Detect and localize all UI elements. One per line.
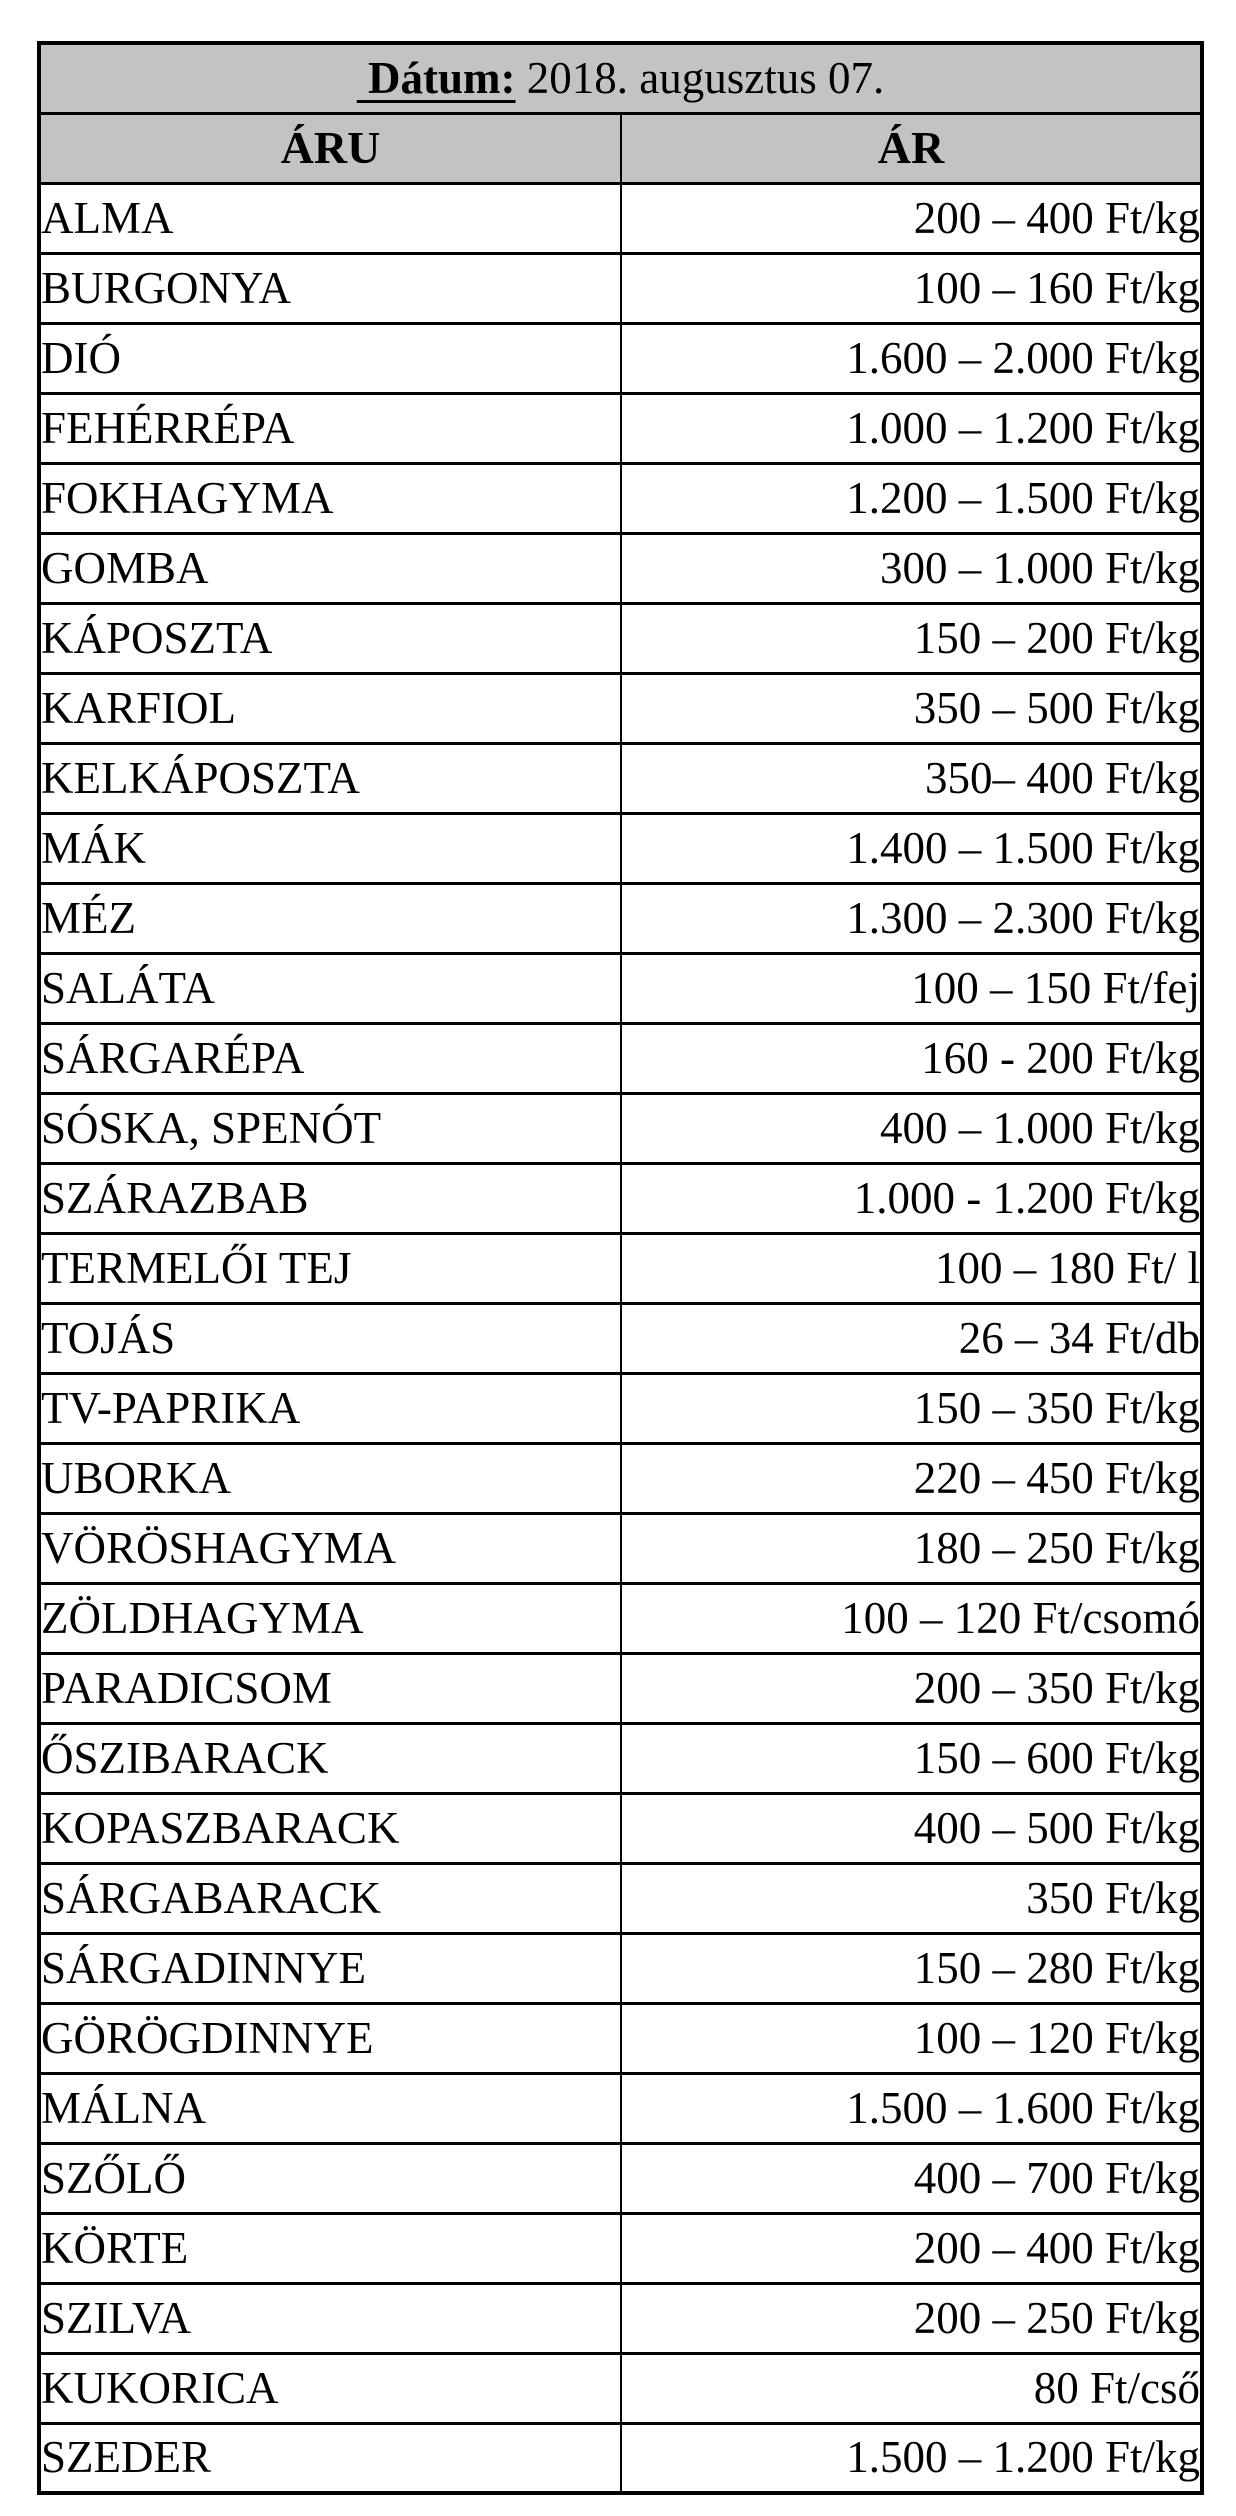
table-row (39, 1163, 1202, 1233)
product-price-cell: 200 – 400 Ft/kg (621, 2213, 1202, 2283)
product-price-cell: 400 – 1.000 Ft/kg (621, 1093, 1202, 1163)
table-row (39, 1933, 1202, 2003)
product-name-cell: DIÓ (39, 323, 621, 393)
table-row (39, 533, 1202, 603)
table-row (39, 1653, 1202, 1723)
table-row (39, 1093, 1202, 1163)
product-name-cell: PARADICSOM (39, 1653, 621, 1723)
product-name-cell: SALÁTA (39, 953, 621, 1023)
product-price-cell: 100 – 160 Ft/kg (621, 253, 1202, 323)
product-name-cell: MÁK (39, 813, 621, 883)
table-row (39, 603, 1202, 673)
table-row (39, 253, 1202, 323)
product-name-cell: KELKÁPOSZTA (39, 743, 621, 813)
table-row (39, 393, 1202, 463)
product-price-cell: 160 - 200 Ft/kg (621, 1023, 1202, 1093)
table-row (39, 1303, 1202, 1373)
product-name-cell: BURGONYA (39, 253, 621, 323)
table-row (39, 2423, 1202, 2493)
product-price-cell: 1.400 – 1.500 Ft/kg (621, 813, 1202, 883)
table-row (39, 673, 1202, 743)
product-name-cell: GOMBA (39, 533, 621, 603)
product-price-cell: 350 Ft/kg (621, 1863, 1202, 1933)
product-name-cell: ZÖLDHAGYMA (39, 1583, 621, 1653)
product-name-cell: TV-PAPRIKA (39, 1373, 621, 1443)
product-name-cell: SÁRGABARACK (39, 1863, 621, 1933)
product-name-cell: TERMELŐI TEJ (39, 1233, 621, 1303)
product-price-cell: 1.000 - 1.200 Ft/kg (621, 1163, 1202, 1233)
product-price-cell: 26 – 34 Ft/db (621, 1303, 1202, 1373)
date-value: 2018. augusztus 07. (526, 52, 885, 103)
product-price-cell: 1.200 – 1.500 Ft/kg (621, 463, 1202, 533)
product-price-cell: 180 – 250 Ft/kg (621, 1513, 1202, 1583)
product-price-cell: 1.500 – 1.200 Ft/kg (621, 2423, 1202, 2493)
date-label: Dátum: (356, 52, 516, 103)
product-price-cell: 1.600 – 2.000 Ft/kg (621, 323, 1202, 393)
product-name-cell: KÁPOSZTA (39, 603, 621, 673)
product-name-cell: KÖRTE (39, 2213, 621, 2283)
table-row (39, 883, 1202, 953)
table-row (39, 1023, 1202, 1093)
table-row (39, 953, 1202, 1023)
table-row (39, 2353, 1202, 2423)
price-table (37, 41, 1204, 2495)
product-price-cell: 150 – 350 Ft/kg (621, 1373, 1202, 1443)
product-price-cell: 1.000 – 1.200 Ft/kg (621, 393, 1202, 463)
column-header-row (39, 113, 1202, 183)
table-row (39, 183, 1202, 253)
product-price-cell: 80 Ft/cső (621, 2353, 1202, 2423)
product-price-cell: 100 – 180 Ft/ l (621, 1233, 1202, 1303)
table-row (39, 1443, 1202, 1513)
column-header-product: ÁRU (39, 113, 621, 183)
product-name-cell: SZEDER (39, 2423, 621, 2493)
table-row (39, 323, 1202, 393)
table-row (39, 1373, 1202, 1443)
product-price-cell: 220 – 450 Ft/kg (621, 1443, 1202, 1513)
table-row (39, 1583, 1202, 1653)
product-price-cell: 300 – 1.000 Ft/kg (621, 533, 1202, 603)
table-row (39, 1513, 1202, 1583)
product-price-cell: 400 – 700 Ft/kg (621, 2143, 1202, 2213)
table-row (39, 1863, 1202, 1933)
product-price-cell: 100 – 150 Ft/fej (621, 953, 1202, 1023)
table-row (39, 1233, 1202, 1303)
product-name-cell: KUKORICA (39, 2353, 621, 2423)
product-name-cell: ŐSZIBARACK (39, 1723, 621, 1793)
product-name-cell: SÁRGARÉPA (39, 1023, 621, 1093)
table-row (39, 463, 1202, 533)
product-name-cell: KOPASZBARACK (39, 1793, 621, 1863)
product-price-cell: 350– 400 Ft/kg (621, 743, 1202, 813)
product-price-cell: 200 – 400 Ft/kg (621, 183, 1202, 253)
product-price-cell: 150 – 600 Ft/kg (621, 1723, 1202, 1793)
product-name-cell: FEHÉRRÉPA (39, 393, 621, 463)
product-price-cell: 150 – 200 Ft/kg (621, 603, 1202, 673)
product-name-cell: SZILVA (39, 2283, 621, 2353)
product-name-cell: TOJÁS (39, 1303, 621, 1373)
table-row (39, 2143, 1202, 2213)
product-name-cell: UBORKA (39, 1443, 621, 1513)
column-header-price: ÁR (621, 113, 1202, 183)
product-name-cell: KARFIOL (39, 673, 621, 743)
product-name-cell: SÓSKA, SPENÓT (39, 1093, 621, 1163)
product-name-cell: FOKHAGYMA (39, 463, 621, 533)
table-row (39, 1793, 1202, 1863)
product-price-cell: 100 – 120 Ft/csomó (621, 1583, 1202, 1653)
product-name-cell: VÖRÖSHAGYMA (39, 1513, 621, 1583)
table-row (39, 813, 1202, 883)
date-cell (39, 43, 1202, 113)
product-price-cell: 1.300 – 2.300 Ft/kg (621, 883, 1202, 953)
table-row (39, 1723, 1202, 1793)
table-row (39, 743, 1202, 813)
product-price-cell: 350 – 500 Ft/kg (621, 673, 1202, 743)
product-price-cell: 1.500 – 1.600 Ft/kg (621, 2073, 1202, 2143)
product-name-cell: SZÁRAZBAB (39, 1163, 621, 1233)
product-name-cell: SZŐLŐ (39, 2143, 621, 2213)
product-price-cell: 150 – 280 Ft/kg (621, 1933, 1202, 2003)
product-name-cell: SÁRGADINNYE (39, 1933, 621, 2003)
table-row (39, 2073, 1202, 2143)
product-price-cell: 100 – 120 Ft/kg (621, 2003, 1202, 2073)
product-name-cell: MÁLNA (39, 2073, 621, 2143)
table-row (39, 2283, 1202, 2353)
product-price-cell: 400 – 500 Ft/kg (621, 1793, 1202, 1863)
price-table-body (39, 43, 1202, 2493)
table-row (39, 2213, 1202, 2283)
product-name-cell: MÉZ (39, 883, 621, 953)
product-name-cell: GÖRÖGDINNYE (39, 2003, 621, 2073)
product-name-cell: ALMA (39, 183, 621, 253)
product-price-cell: 200 – 350 Ft/kg (621, 1653, 1202, 1723)
product-price-cell: 200 – 250 Ft/kg (621, 2283, 1202, 2353)
table-row (39, 2003, 1202, 2073)
date-row (39, 43, 1202, 113)
